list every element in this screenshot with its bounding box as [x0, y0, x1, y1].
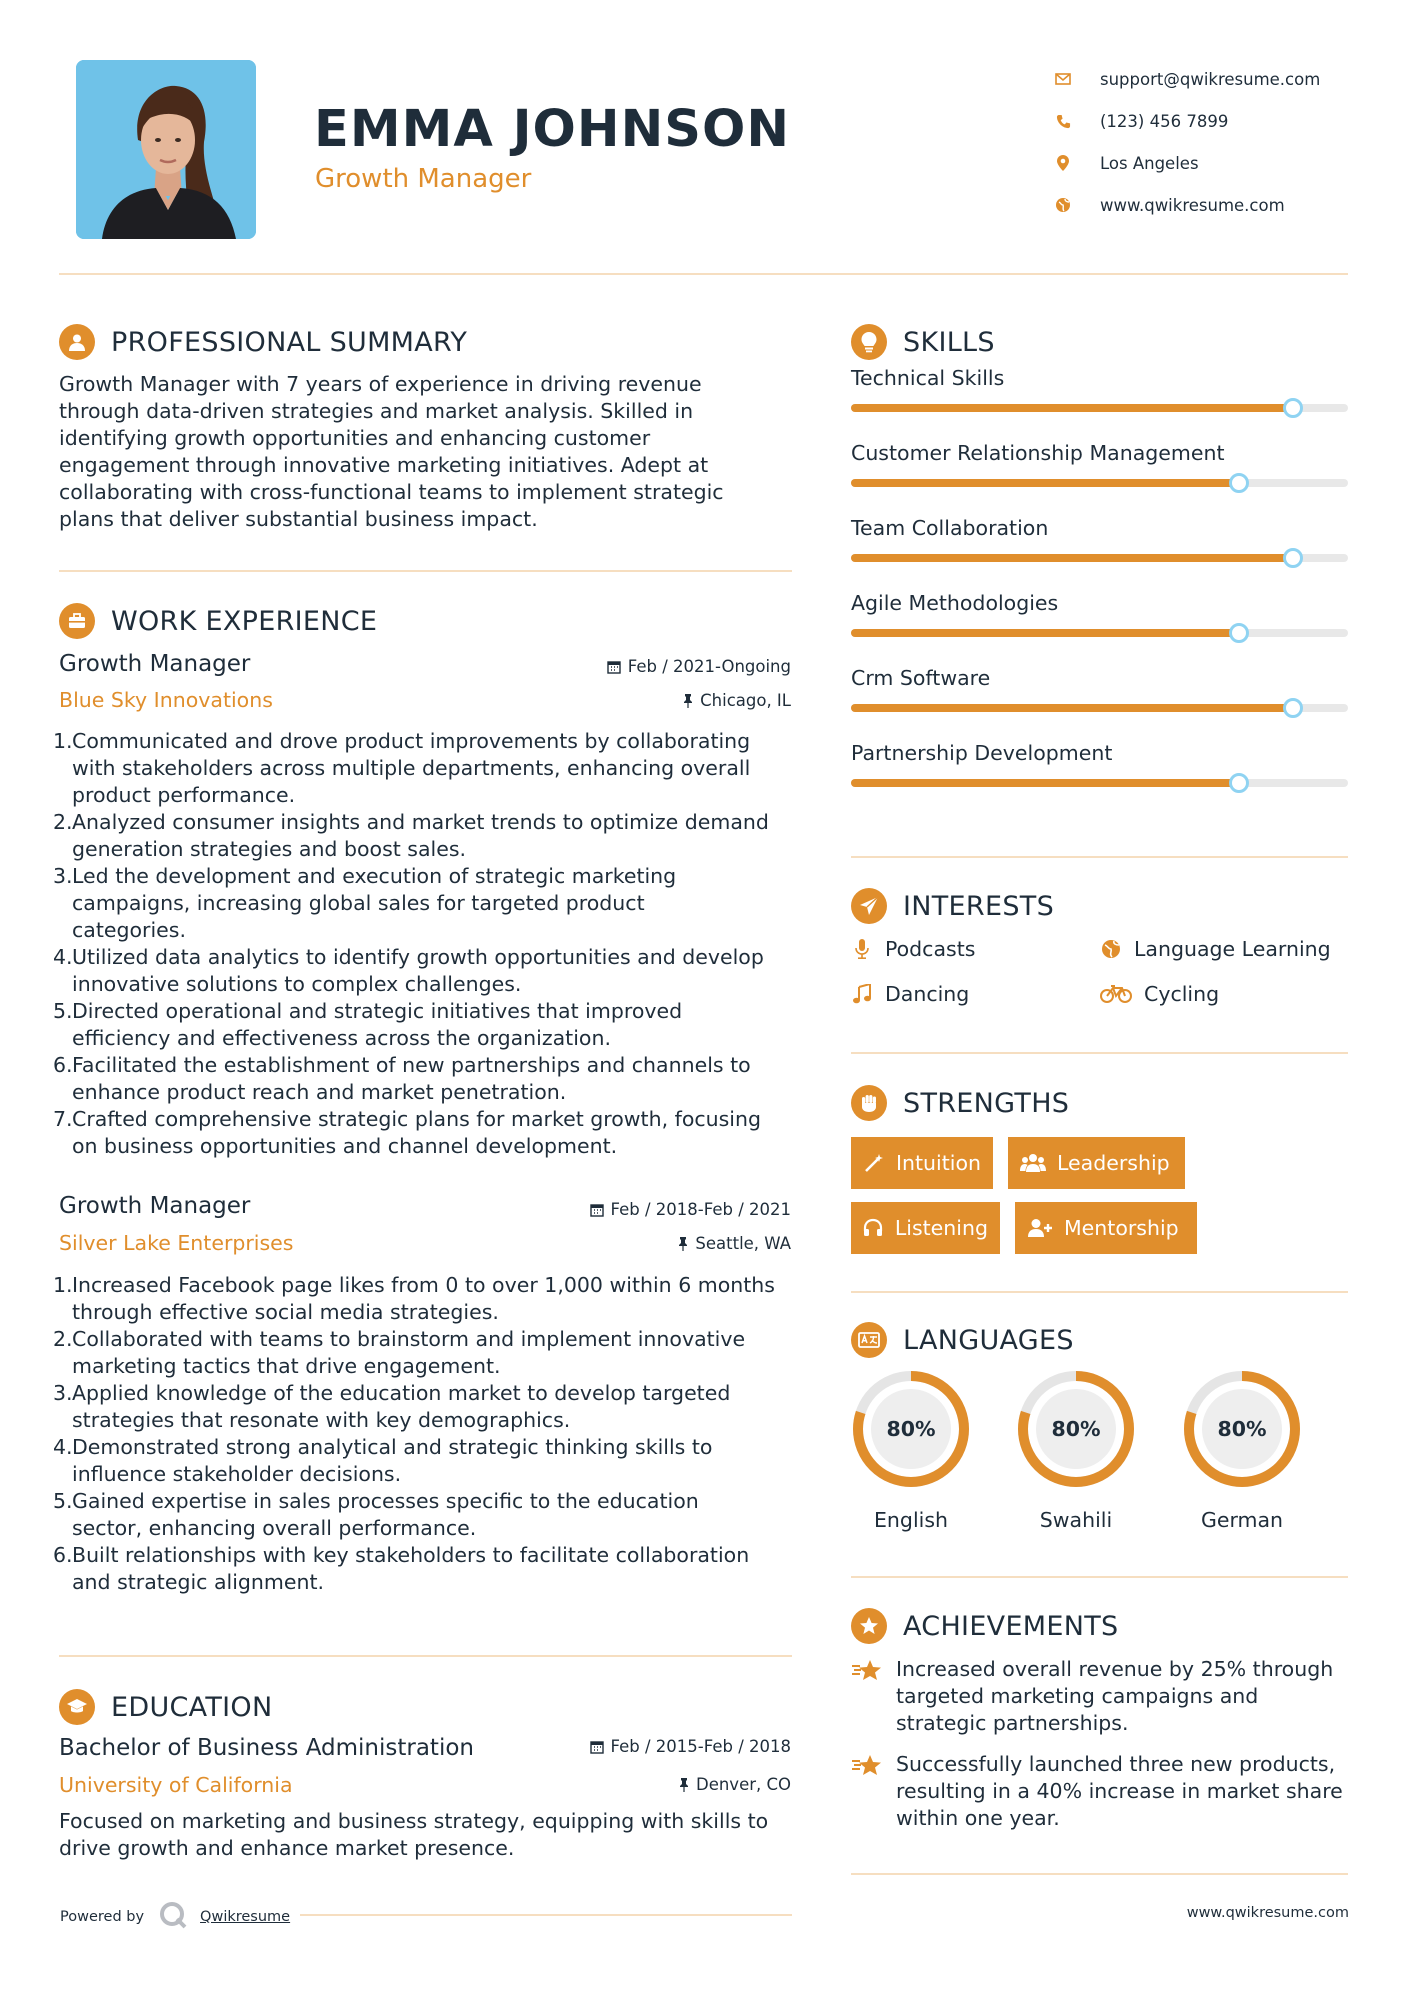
text-line: collaborating with cross-functional teams to implement strategic [59, 480, 724, 504]
company-name: Blue Sky Innovations [59, 688, 273, 712]
user-plus-icon [1027, 1217, 1053, 1239]
text-line: Gained expertise in sales processes specific to the education [72, 1489, 699, 1513]
skill-name: Agile Methodologies [851, 591, 1059, 615]
language-icon [851, 1322, 887, 1358]
candidate-name: EMMA JOHNSON [314, 100, 791, 159]
skill-bar-fill [851, 554, 1293, 562]
education-title: EDUCATION [111, 1691, 273, 1723]
star-icon [851, 1751, 885, 1832]
item-number: 2. [53, 810, 73, 834]
responsibility-item [53, 1488, 793, 1542]
contact-block [1054, 58, 1374, 226]
item-text [72, 809, 793, 863]
skill-bar-knob [1229, 473, 1249, 493]
strength-label: Mentorship [1064, 1216, 1179, 1240]
language-percent: 80% [1051, 1417, 1101, 1441]
achievement-item [851, 1751, 1351, 1832]
text-line: campaigns, increasing global sales for targeted product [72, 891, 645, 915]
strength-chip [851, 1202, 1000, 1254]
text-line: strategies that resonate with key demographics. [72, 1408, 571, 1432]
achievements-title: ACHIEVEMENTS [903, 1610, 1119, 1642]
summary-text [59, 371, 819, 533]
education-location-text: Denver, CO [695, 1775, 791, 1794]
interest-label: Cycling [1144, 982, 1220, 1006]
job-location [683, 691, 791, 710]
skills-divider [851, 856, 1348, 858]
item-number: 1. [53, 1273, 73, 1297]
text-line: generation strategies and boost sales. [72, 837, 467, 861]
item-text [72, 1542, 793, 1596]
skill-name: Partnership Development [851, 741, 1113, 765]
text-line: marketing tactics that drive engagement. [72, 1354, 501, 1378]
job-location-text: Chicago, IL [700, 691, 791, 710]
education-dates [590, 1737, 791, 1756]
item-number: 6. [53, 1543, 73, 1567]
item-number: 4. [53, 1435, 73, 1459]
contact-location [1054, 142, 1374, 184]
skill-item [851, 366, 1348, 442]
skill-item [851, 591, 1348, 667]
responsibility-item [53, 1106, 793, 1160]
contact-phone [1054, 100, 1374, 142]
item-number: 5. [53, 1489, 73, 1513]
text-line: within one year. [896, 1806, 1060, 1830]
responsibility-item [53, 809, 793, 863]
music-note-icon [851, 983, 873, 1005]
strength-chip [1015, 1202, 1197, 1254]
bicycle-icon [1100, 983, 1132, 1005]
job-responsibilities [53, 1272, 793, 1596]
responsibility-item [53, 1542, 793, 1596]
item-text [72, 1272, 793, 1326]
email-text[interactable]: support@qwikresume.com [1100, 69, 1321, 89]
skill-name: Customer Relationship Management [851, 441, 1225, 465]
language-percent: 80% [1217, 1417, 1267, 1441]
map-pin-icon [1054, 154, 1072, 172]
skill-bar [851, 779, 1348, 787]
text-line: categories. [72, 918, 186, 942]
job-dates-text: Feb / 2018-Feb / 2021 [610, 1200, 791, 1219]
item-text [72, 1380, 793, 1434]
job-location-text: Seattle, WA [695, 1234, 791, 1253]
job-dates-text: Feb / 2021-Ongoing [627, 657, 791, 676]
strength-label: Listening [894, 1216, 988, 1240]
skill-bar-fill [851, 404, 1293, 412]
briefcase-icon [59, 603, 95, 639]
strength-chip [851, 1137, 993, 1189]
interest-label: Dancing [885, 982, 970, 1006]
skill-bar [851, 629, 1348, 637]
star-badge-icon [851, 1608, 887, 1644]
text-line: Increased Facebook page likes from 0 to over 1,000 within 6 months [72, 1273, 775, 1297]
text-line: Collaborated with teams to brainstorm and implement innovative [72, 1327, 746, 1351]
skill-bar [851, 704, 1348, 712]
strengths-heading [851, 1085, 1069, 1121]
contact-website [1054, 184, 1374, 226]
education-dates-text: Feb / 2015-Feb / 2018 [610, 1737, 791, 1756]
skill-item [851, 741, 1348, 817]
skill-bar-fill [851, 704, 1293, 712]
item-text [72, 1326, 793, 1380]
text-line: Led the development and execution of strategic marketing [72, 864, 677, 888]
interests-divider [851, 1052, 1348, 1054]
education-heading [59, 1689, 272, 1725]
powered-by-label: Powered by [60, 1909, 145, 1925]
language-item [849, 1367, 973, 1532]
job-title: Growth Manager [59, 1193, 251, 1219]
text-line: Growth Manager with 7 years of experience in driving revenue [59, 372, 702, 396]
text-line: enhance product reach and market penetration. [72, 1080, 567, 1104]
item-text [72, 728, 793, 809]
item-number: 2. [53, 1327, 73, 1351]
experience-title: WORK EXPERIENCE [111, 605, 378, 637]
text-line: Utilized data analytics to identify growth opportunities and develop [72, 945, 764, 969]
text-line: Facilitated the establishment of new partnerships and channels to [72, 1053, 751, 1077]
fist-icon [851, 1085, 887, 1121]
languages-heading [851, 1322, 1074, 1358]
education-description [59, 1808, 819, 1862]
text-line: innovative solutions to complex challenges. [72, 972, 522, 996]
skill-bar-knob [1283, 548, 1303, 568]
pushpin-icon [679, 1778, 689, 1792]
powered-by [60, 1900, 290, 1934]
skills-heading [851, 324, 995, 360]
interest-item [1100, 982, 1219, 1006]
job-responsibilities [53, 728, 793, 1160]
responsibility-item [53, 1326, 793, 1380]
microphone-icon [851, 938, 873, 960]
text-line: plans that deliver substantial business impact. [59, 507, 538, 531]
text-line: Focused on marketing and business strategy, equipping with skills to [59, 1809, 769, 1833]
experience-heading [59, 603, 377, 639]
item-number: 4. [53, 945, 73, 969]
languages-title: LANGUAGES [903, 1324, 1074, 1356]
job-location [678, 1234, 791, 1253]
language-name: Swahili [1039, 1508, 1113, 1532]
magic-wand-icon [863, 1152, 885, 1174]
text-line: on business opportunities and channel development. [72, 1134, 618, 1158]
item-text [72, 1488, 793, 1542]
header-divider [59, 273, 1348, 275]
summary-heading [59, 324, 467, 360]
user-icon [59, 324, 95, 360]
summary-divider [59, 570, 792, 572]
brand-link[interactable]: Qwikresume [200, 1909, 291, 1925]
skill-item [851, 441, 1348, 517]
text-line: and strategic alignment. [72, 1570, 325, 1594]
text-line: Directed operational and strategic initiatives that improved [72, 999, 683, 1023]
skill-name: Team Collaboration [851, 516, 1049, 540]
skill-name: Crm Software [851, 666, 991, 690]
item-number: 3. [53, 864, 73, 888]
education-location [679, 1775, 791, 1794]
item-text [72, 863, 793, 944]
qwikresume-logo-icon [158, 1900, 188, 1934]
languages-divider [851, 1576, 1348, 1578]
calendar-icon [607, 660, 621, 674]
skill-bar-knob [1229, 773, 1249, 793]
globe-icon [1100, 938, 1122, 960]
job-dates [607, 657, 791, 676]
skill-bar-fill [851, 479, 1239, 487]
text-line: efficiency and effectiveness across the organization. [72, 1026, 611, 1050]
skill-bar-knob [1283, 398, 1303, 418]
users-icon [1020, 1152, 1046, 1174]
phone-icon [1054, 112, 1072, 130]
strengths-title: STRENGTHS [903, 1087, 1070, 1119]
text-line: identifying growth opportunities and enhancing customer [59, 426, 651, 450]
footer-rule [300, 1914, 792, 1916]
interest-item [851, 937, 975, 961]
skill-item [851, 666, 1348, 742]
strengths-divider [851, 1291, 1348, 1293]
item-number: 3. [53, 1381, 73, 1405]
text-line: targeted marketing campaigns and [896, 1684, 1259, 1708]
item-text [72, 1106, 793, 1160]
text-line: with stakeholders across multiple departments, enhancing overall [72, 756, 751, 780]
graduation-cap-icon [59, 1689, 95, 1725]
text-line: sector, enhancing overall performance. [72, 1516, 477, 1540]
text-line: Successfully launched three new products, [896, 1752, 1336, 1776]
envelope-icon [1054, 70, 1072, 88]
language-item [1014, 1367, 1138, 1532]
achievements-divider [851, 1873, 1348, 1875]
strength-chip [1008, 1137, 1185, 1189]
achievements-heading [851, 1608, 1119, 1644]
candidate-role: Growth Manager [315, 164, 532, 194]
responsibility-item [53, 1272, 793, 1326]
text-line: Increased overall revenue by 25% through [896, 1657, 1334, 1681]
location-text: Los Angeles [1100, 153, 1199, 173]
responsibility-item [53, 1052, 793, 1106]
pushpin-icon [678, 1237, 688, 1251]
skills-title: SKILLS [903, 326, 995, 358]
text-line: Crafted comprehensive strategic plans for market growth, focusing [72, 1107, 762, 1131]
lightbulb-icon [851, 324, 887, 360]
summary-title: PROFESSIONAL SUMMARY [111, 326, 468, 358]
responsibility-item [53, 1380, 793, 1434]
text-line: Analyzed consumer insights and market trends to optimize demand [72, 810, 769, 834]
language-item [1180, 1367, 1304, 1532]
pushpin-icon [683, 694, 693, 708]
text-line: Demonstrated strong analytical and strategic thinking skills to [72, 1435, 713, 1459]
responsibility-item [53, 944, 793, 998]
text-line: through effective social media strategies. [72, 1300, 499, 1324]
text-line: through data-driven strategies and market analysis. Skilled in [59, 399, 694, 423]
globe-icon [1054, 196, 1072, 214]
text-line: Communicated and drove product improvements by collaborating [72, 729, 751, 753]
headphones-icon [863, 1217, 884, 1239]
language-name: English [873, 1508, 949, 1532]
text-line: influence stakeholder decisions. [72, 1462, 402, 1486]
interest-item [851, 982, 969, 1006]
interests-title: INTERESTS [903, 890, 1055, 922]
job-dates [590, 1200, 791, 1219]
calendar-icon [590, 1203, 604, 1217]
item-number: 1. [53, 729, 73, 753]
skill-bar-knob [1229, 623, 1249, 643]
school-name: University of California [59, 1773, 293, 1797]
calendar-icon [590, 1740, 604, 1754]
responsibility-item [53, 1434, 793, 1488]
interest-item [1100, 937, 1331, 961]
item-number: 5. [53, 999, 73, 1023]
responsibility-item [53, 728, 793, 809]
experience-divider [59, 1655, 792, 1657]
responsibility-item [53, 863, 793, 944]
skill-bar [851, 479, 1348, 487]
skill-bar [851, 554, 1348, 562]
achievement-text [896, 1656, 1333, 1737]
language-percent: 80% [886, 1417, 936, 1441]
text-line: drive growth and enhance market presence. [59, 1836, 515, 1860]
skill-bar [851, 404, 1348, 412]
item-text [72, 1434, 793, 1488]
item-text [72, 998, 793, 1052]
language-name: German [1200, 1508, 1284, 1532]
star-icon [851, 1656, 885, 1737]
item-number: 6. [53, 1053, 73, 1077]
item-text [72, 1052, 793, 1106]
achievement-item [851, 1656, 1351, 1737]
text-line: strategic partnerships. [896, 1711, 1129, 1735]
phone-text: (123) 456 7899 [1100, 111, 1229, 131]
footer-website[interactable]: www.qwikresume.com [1186, 1905, 1349, 1921]
skill-bar-fill [851, 629, 1239, 637]
text-line: Built relationships with key stakeholders to facilitate collaboration [72, 1543, 750, 1567]
paper-plane-icon [851, 888, 887, 924]
achievement-text [896, 1751, 1343, 1832]
text-line: product performance. [72, 783, 296, 807]
skill-bar-fill [851, 779, 1239, 787]
text-line: resulting in a 40% increase in market share [896, 1779, 1343, 1803]
interest-label: Language Learning [1134, 937, 1331, 961]
skill-bar-knob [1283, 698, 1303, 718]
website-text[interactable]: www.qwikresume.com [1100, 195, 1285, 215]
interests-heading [851, 888, 1054, 924]
responsibility-item [53, 998, 793, 1052]
strength-label: Leadership [1057, 1151, 1170, 1175]
profile-photo [76, 60, 256, 239]
strength-label: Intuition [895, 1151, 981, 1175]
company-name: Silver Lake Enterprises [59, 1231, 294, 1255]
item-number: 7. [53, 1107, 73, 1131]
contact-email [1054, 58, 1374, 100]
skill-item [851, 516, 1348, 592]
degree-title: Bachelor of Business Administration [59, 1735, 474, 1761]
skill-name: Technical Skills [851, 366, 1005, 390]
text-line: Applied knowledge of the education market to develop targeted [72, 1381, 731, 1405]
interest-label: Podcasts [885, 937, 976, 961]
text-line: engagement through innovative marketing initiatives. Adept at [59, 453, 709, 477]
item-text [72, 944, 793, 998]
job-title: Growth Manager [59, 651, 251, 677]
